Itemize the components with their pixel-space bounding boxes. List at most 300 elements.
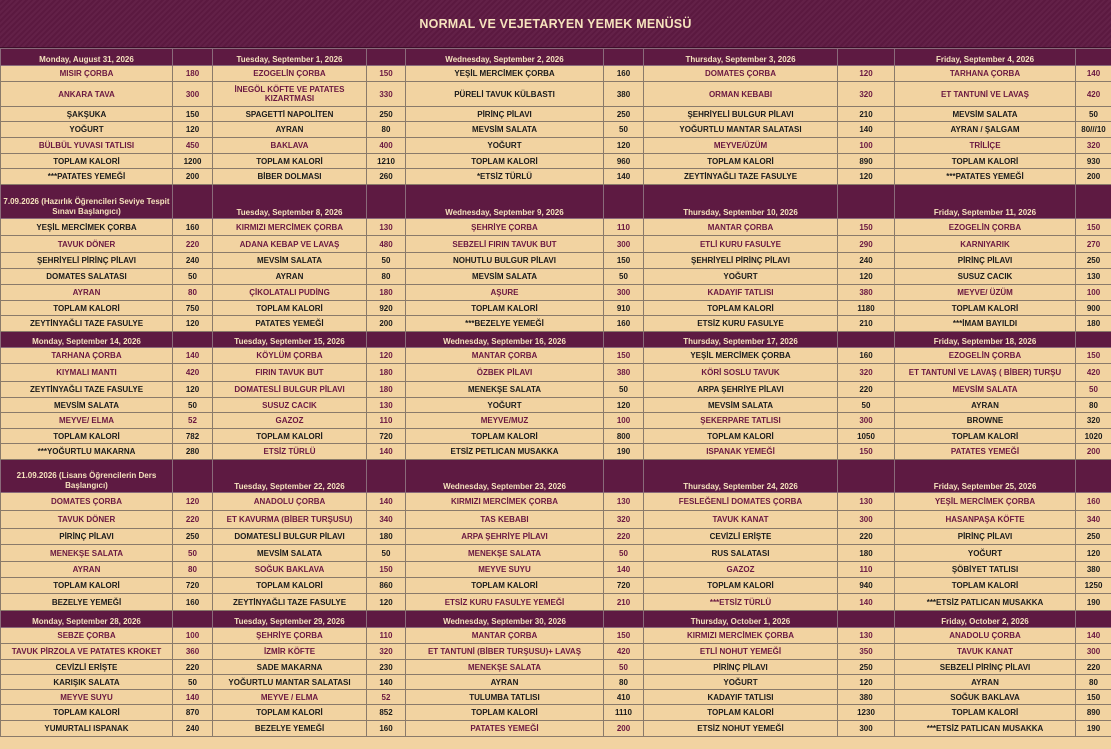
calorie-value: 250	[1076, 253, 1111, 269]
total-calorie-value: 900	[1076, 301, 1111, 316]
total-calorie-label: TOPLAM KALORİ	[895, 301, 1076, 316]
calorie-value: 80	[604, 675, 644, 690]
total-calorie-label: TOPLAM KALORİ	[406, 301, 604, 316]
calorie-value: 50	[604, 122, 644, 138]
menu-item: ET TANTUNİ VE LAVAŞ ( BİBER) TURŞU	[895, 364, 1076, 382]
total-calorie-value: 750	[173, 301, 213, 316]
day-header: Tuesday, September 22, 2026	[213, 460, 367, 493]
calorie-value: 380	[1076, 562, 1111, 578]
total-calorie-value: 910	[604, 301, 644, 316]
calorie-value: 160	[367, 721, 406, 737]
total-calorie-label: TOPLAM KALORİ	[644, 429, 838, 444]
day-header-spacer	[367, 185, 406, 219]
menu-item: PİRİNÇ PİLAVI	[895, 529, 1076, 545]
menu-item: KADAYIF TATLISI	[644, 285, 838, 301]
calorie-value: 210	[838, 316, 895, 332]
menu-item: YOĞURTLU MANTAR SALATASI	[213, 675, 367, 690]
menu-row	[1, 705, 1111, 721]
calorie-value: 120	[173, 122, 213, 138]
menu-item: AYRAN	[406, 675, 604, 690]
day-header-spacer	[173, 49, 213, 66]
calorie-value: 140	[367, 444, 406, 460]
calorie-value: 340	[367, 511, 406, 529]
calorie-value: 50	[604, 545, 644, 562]
menu-item: DOMATESLİ BULGUR PİLAVI	[213, 382, 367, 398]
menu-item: TARHANA ÇORBA	[895, 66, 1076, 82]
calorie-value: 200	[1076, 169, 1111, 185]
menu-row	[1, 382, 1111, 398]
calorie-value: 120	[367, 594, 406, 611]
calorie-value: 190	[1076, 594, 1111, 611]
calorie-value: 50	[367, 253, 406, 269]
total-calorie-value: 1200	[173, 154, 213, 169]
menu-item: ***ETSİZ PATLICAN MUSAKKA	[895, 721, 1076, 737]
calorie-value: 80///10	[1076, 122, 1111, 138]
day-header-spacer	[173, 460, 213, 493]
menu-item: TULUMBA TATLISI	[406, 690, 604, 705]
calorie-value: 240	[173, 253, 213, 269]
calorie-value: 50	[1076, 107, 1111, 122]
menu-item: BÜLBÜL YUVASI TATLISI	[1, 138, 173, 154]
total-calorie-value: 860	[367, 578, 406, 594]
menu-item: FIRIN TAVUK BUT	[213, 364, 367, 382]
total-calorie-label: TOPLAM KALORİ	[406, 705, 604, 721]
total-calorie-value: 920	[367, 301, 406, 316]
calorie-value: 140	[1076, 66, 1111, 82]
menu-item: KÖRİ SOSLU TAVUK	[644, 364, 838, 382]
total-calorie-label: TOPLAM KALORİ	[1, 154, 173, 169]
calorie-value: 300	[173, 82, 213, 107]
menu-row	[1, 348, 1111, 364]
menu-item: RUS SALATASI	[644, 545, 838, 562]
calorie-value: 110	[604, 219, 644, 236]
day-header: Wednesday, September 23, 2026	[406, 460, 604, 493]
calorie-value: 140	[173, 690, 213, 705]
total-calorie-value: 800	[604, 429, 644, 444]
calorie-value: 220	[173, 236, 213, 253]
menu-row	[1, 690, 1111, 705]
calorie-value: 250	[1076, 529, 1111, 545]
menu-row	[1, 364, 1111, 382]
calorie-value: 300	[838, 721, 895, 737]
menu-item: GAZOZ	[644, 562, 838, 578]
day-header-spacer	[604, 49, 644, 66]
total-calorie-label: TOPLAM KALORİ	[895, 705, 1076, 721]
menu-item: MANTAR ÇORBA	[644, 219, 838, 236]
menu-item: MEVSİM SALATA	[895, 107, 1076, 122]
day-header-spacer	[1076, 460, 1111, 493]
total-calorie-value: 782	[173, 429, 213, 444]
calorie-value: 150	[604, 628, 644, 644]
calorie-value: 330	[367, 82, 406, 107]
calorie-value: 190	[1076, 721, 1111, 737]
calorie-value: 250	[173, 529, 213, 545]
calorie-value: 50	[1076, 382, 1111, 398]
menu-item: MEVSİM SALATA	[406, 122, 604, 138]
calorie-value: 230	[367, 660, 406, 675]
calorie-value: 120	[838, 269, 895, 285]
menu-row	[1, 398, 1111, 413]
total-calorie-label: TOPLAM KALORİ	[644, 301, 838, 316]
calorie-value: 180	[1076, 316, 1111, 332]
calorie-value: 120	[838, 169, 895, 185]
menu-row	[1, 316, 1111, 332]
calorie-value: 110	[838, 562, 895, 578]
calorie-value: 140	[604, 562, 644, 578]
total-calorie-label: TOPLAM KALORİ	[406, 578, 604, 594]
calorie-value: 160	[173, 594, 213, 611]
calorie-value: 140	[604, 169, 644, 185]
menu-item: ZEYTİNYAĞLI TAZE FASULYE	[644, 169, 838, 185]
day-header: Wednesday, September 9, 2026	[406, 185, 604, 219]
calorie-value: 100	[173, 628, 213, 644]
calorie-value: 140	[838, 594, 895, 611]
calorie-value: 180	[367, 285, 406, 301]
menu-item: SEBZELİ PİRİNÇ PİLAVI	[895, 660, 1076, 675]
calorie-value: 350	[838, 644, 895, 660]
menu-item: MEYVE/ÜZÜM	[644, 138, 838, 154]
total-calorie-label: TOPLAM KALORİ	[1, 705, 173, 721]
menu-item: PATATES YEMEĞİ	[895, 444, 1076, 460]
day-header: 21.09.2026 (Lisans Öğrencilerin Ders Başlangıcı)	[1, 460, 173, 493]
menu-item: MEVSİM SALATA	[213, 545, 367, 562]
day-header: Friday, September 11, 2026	[895, 185, 1076, 219]
calorie-value: 480	[367, 236, 406, 253]
menu-item: TRİLİÇE	[895, 138, 1076, 154]
menu-row	[1, 429, 1111, 444]
day-header: Thursday, September 3, 2026	[644, 49, 838, 66]
menu-item: SUSUZ CACIK	[895, 269, 1076, 285]
total-calorie-value: 1020	[1076, 429, 1111, 444]
menu-item: ZEYTİNYAĞLI TAZE FASULYE	[1, 316, 173, 332]
day-header: Wednesday, September 30, 2026	[406, 611, 604, 628]
menu-item: ANKARA TAVA	[1, 82, 173, 107]
menu-item: AYRAN	[213, 269, 367, 285]
menu-item: PÜRELİ TAVUK KÜLBASTI	[406, 82, 604, 107]
calorie-value: 110	[367, 628, 406, 644]
menu-item: YOĞURT	[644, 675, 838, 690]
calorie-value: 150	[838, 219, 895, 236]
menu-item: ŞEHRİYELİ PİRİNÇ PİLAVI	[644, 253, 838, 269]
menu-row	[1, 236, 1111, 253]
day-header: Tuesday, September 1, 2026	[213, 49, 367, 66]
menu-item: DOMATES ÇORBA	[1, 493, 173, 511]
total-calorie-label: TOPLAM KALORİ	[213, 301, 367, 316]
calorie-value: 150	[367, 66, 406, 82]
menu-item: EZOGELİN ÇORBA	[895, 219, 1076, 236]
calorie-value: 110	[367, 413, 406, 429]
menu-item: CEVİZLİ ERİŞTE	[1, 660, 173, 675]
day-header-spacer	[1076, 332, 1111, 348]
menu-item: MENEKŞE SALATA	[406, 660, 604, 675]
menu-row	[1, 578, 1111, 594]
menu-row	[1, 82, 1111, 107]
calorie-value: 120	[838, 675, 895, 690]
menu-item: ETSİZ TÜRLÜ	[213, 444, 367, 460]
menu-item: ÇİKOLATALI PUDİNG	[213, 285, 367, 301]
calorie-value: 140	[367, 675, 406, 690]
calorie-value: 120	[173, 316, 213, 332]
calorie-value: 140	[367, 493, 406, 511]
menu-item: KIRMIZI MERCİMEK ÇORBA	[644, 628, 838, 644]
menu-item: ***ETSİZ TÜRLÜ	[644, 594, 838, 611]
calorie-value: 130	[1076, 269, 1111, 285]
menu-item: ARPA ŞEHRİYE PİLAVI	[406, 529, 604, 545]
menu-item: ISPANAK YEMEĞİ	[644, 444, 838, 460]
day-header-spacer	[838, 611, 895, 628]
menu-row	[1, 721, 1111, 737]
day-header-spacer	[604, 332, 644, 348]
menu-row	[1, 413, 1111, 429]
total-calorie-value: 890	[1076, 705, 1111, 721]
menu-item: ANADOLU ÇORBA	[213, 493, 367, 511]
menu-item: BROWNE	[895, 413, 1076, 429]
total-calorie-value: 852	[367, 705, 406, 721]
calorie-value: 280	[173, 444, 213, 460]
menu-item: TAS KEBABI	[406, 511, 604, 529]
day-header-spacer	[838, 49, 895, 66]
total-calorie-label: TOPLAM KALORİ	[644, 154, 838, 169]
menu-item: YUMURTALI ISPANAK	[1, 721, 173, 737]
day-header: Friday, September 4, 2026	[895, 49, 1076, 66]
menu-table	[0, 48, 1111, 737]
calorie-value: 240	[173, 721, 213, 737]
menu-row	[1, 122, 1111, 138]
calorie-value: 340	[1076, 511, 1111, 529]
menu-item: DOMATES ÇORBA	[644, 66, 838, 82]
calorie-value: 200	[367, 316, 406, 332]
day-header-spacer	[838, 185, 895, 219]
day-header-spacer	[367, 460, 406, 493]
total-calorie-label: TOPLAM KALORİ	[406, 429, 604, 444]
calorie-value: 130	[838, 493, 895, 511]
calorie-value: 120	[838, 66, 895, 82]
menu-row	[1, 66, 1111, 82]
menu-item: ETLİ KURU FASULYE	[644, 236, 838, 253]
day-header: Monday, September 14, 2026	[1, 332, 173, 348]
calorie-value: 380	[604, 82, 644, 107]
menu-row	[1, 594, 1111, 611]
total-calorie-value: 720	[604, 578, 644, 594]
day-header: Monday, September 28, 2026	[1, 611, 173, 628]
menu-item: TAVUK DÖNER	[1, 236, 173, 253]
day-header: Wednesday, September 2, 2026	[406, 49, 604, 66]
menu-item: TAVUK KANAT	[644, 511, 838, 529]
total-calorie-value: 890	[838, 154, 895, 169]
menu-item: PİRİNÇ PİLAVI	[895, 253, 1076, 269]
calorie-value: 360	[173, 644, 213, 660]
day-header-spacer	[367, 49, 406, 66]
menu-item: ***BEZELYE YEMEĞİ	[406, 316, 604, 332]
menu-item: KIYMALI MANTI	[1, 364, 173, 382]
total-calorie-label: TOPLAM KALORİ	[895, 429, 1076, 444]
calorie-value: 250	[367, 107, 406, 122]
calorie-value: 50	[173, 269, 213, 285]
menu-item: ŞEHRİYELİ BULGUR PİLAVI	[644, 107, 838, 122]
total-calorie-label: TOPLAM KALORİ	[895, 154, 1076, 169]
menu-item: ETSİZ KURU FASULYE YEMEĞİ	[406, 594, 604, 611]
calorie-value: 270	[1076, 236, 1111, 253]
total-calorie-label: TOPLAM KALORİ	[406, 154, 604, 169]
menu-item: AYRAN	[1, 562, 173, 578]
calorie-value: 290	[838, 236, 895, 253]
menu-item: ***YOĞURTLU MAKARNA	[1, 444, 173, 460]
total-calorie-value: 1050	[838, 429, 895, 444]
calorie-value: 380	[604, 364, 644, 382]
menu-body	[1, 49, 1111, 737]
calorie-value: 210	[604, 594, 644, 611]
calorie-value: 100	[604, 413, 644, 429]
day-header: Thursday, September 17, 2026	[644, 332, 838, 348]
calorie-value: 50	[173, 398, 213, 413]
menu-item: MISIR ÇORBA	[1, 66, 173, 82]
menu-item: ET TANTUNİ (BİBER TURŞUSU)+ LAVAŞ	[406, 644, 604, 660]
calorie-value: 250	[604, 107, 644, 122]
menu-item: PATATES YEMEĞİ	[213, 316, 367, 332]
calorie-value: 50	[604, 382, 644, 398]
menu-item: YEŞİL MERCİMEK ÇORBA	[895, 493, 1076, 511]
menu-item: ZEYTİNYAĞLI TAZE FASULYE	[213, 594, 367, 611]
menu-item: MEVSİM SALATA	[213, 253, 367, 269]
menu-item: MEVSİM SALATA	[644, 398, 838, 413]
menu-item: ***ETSİZ PATLICAN MUSAKKA	[895, 594, 1076, 611]
calorie-value: 320	[838, 364, 895, 382]
menu-item: AYRAN	[213, 122, 367, 138]
calorie-value: 130	[367, 219, 406, 236]
day-header: Friday, September 18, 2026	[895, 332, 1076, 348]
day-header: Tuesday, September 8, 2026	[213, 185, 367, 219]
menu-item: AŞURE	[406, 285, 604, 301]
menu-item: SOĞUK BAKLAVA	[895, 690, 1076, 705]
menu-item: ***PATATES YEMEĞİ	[1, 169, 173, 185]
calorie-value: 160	[1076, 493, 1111, 511]
week-header-row	[1, 332, 1111, 348]
menu-item: YOĞURT	[895, 545, 1076, 562]
calorie-value: 180	[367, 364, 406, 382]
calorie-value: 80	[1076, 675, 1111, 690]
menu-row	[1, 562, 1111, 578]
menu-row	[1, 154, 1111, 169]
day-header: Thursday, October 1, 2026	[644, 611, 838, 628]
calorie-value: 52	[367, 690, 406, 705]
calorie-value: 120	[604, 398, 644, 413]
day-header-spacer	[838, 332, 895, 348]
menu-item: ORMAN KEBABI	[644, 82, 838, 107]
calorie-value: 150	[173, 107, 213, 122]
calorie-value: 400	[367, 138, 406, 154]
menu-item: MEVSİM SALATA	[895, 382, 1076, 398]
menu-item: ET KAVURMA (BİBER TURŞUSU)	[213, 511, 367, 529]
menu-item: KARIŞIK SALATA	[1, 675, 173, 690]
title-bar	[0, 0, 1111, 48]
menu-item: ZEYTİNYAĞLI TAZE FASULYE	[1, 382, 173, 398]
menu-item: SUSUZ CACIK	[213, 398, 367, 413]
total-calorie-value: 720	[173, 578, 213, 594]
menu-item: ŞEHRİYELİ PİRİNÇ PİLAVI	[1, 253, 173, 269]
menu-item: NOHUTLU BULGUR PİLAVI	[406, 253, 604, 269]
day-header: Tuesday, September 15, 2026	[213, 332, 367, 348]
calorie-value: 50	[173, 675, 213, 690]
total-calorie-label: TOPLAM KALORİ	[213, 578, 367, 594]
calorie-value: 150	[1076, 348, 1111, 364]
day-header-spacer	[1076, 611, 1111, 628]
menu-item: SPAGETTİ NAPOLİTEN	[213, 107, 367, 122]
menu-item: MEYVE SUYU	[1, 690, 173, 705]
calorie-value: 250	[838, 660, 895, 675]
calorie-value: 320	[838, 82, 895, 107]
calorie-value: 100	[1076, 285, 1111, 301]
day-header: 7.09.2026 (Hazırlık Öğrencileri Seviye Tespit Sınavı Başlangıcı)	[1, 185, 173, 219]
day-header: Thursday, September 24, 2026	[644, 460, 838, 493]
menu-row	[1, 660, 1111, 675]
menu-row	[1, 675, 1111, 690]
day-header: Friday, September 25, 2026	[895, 460, 1076, 493]
menu-item: PİRİNÇ PİLAVI	[406, 107, 604, 122]
menu-item: ETLİ NOHUT YEMEĞİ	[644, 644, 838, 660]
calorie-value: 380	[838, 285, 895, 301]
menu-row	[1, 444, 1111, 460]
menu-item: AYRAN / ŞALGAM	[895, 122, 1076, 138]
calorie-value: 50	[173, 545, 213, 562]
day-header-spacer	[1076, 185, 1111, 219]
calorie-value: 150	[1076, 690, 1111, 705]
menu-item: MENEKŞE SALATA	[406, 382, 604, 398]
calorie-value: 120	[604, 138, 644, 154]
menu-item: ŞAKŞUKA	[1, 107, 173, 122]
calorie-value: 420	[604, 644, 644, 660]
menu-item: ETSİZ NOHUT YEMEĞİ	[644, 721, 838, 737]
menu-item: KIRMIZI MERCİMEK ÇORBA	[213, 219, 367, 236]
total-calorie-label: TOPLAM KALORİ	[644, 578, 838, 594]
menu-item: AYRAN	[895, 675, 1076, 690]
calorie-value: 80	[173, 562, 213, 578]
total-calorie-value: 1230	[838, 705, 895, 721]
menu-item: PİRİNÇ PİLAVI	[644, 660, 838, 675]
menu-item: KADAYIF TATLISI	[644, 690, 838, 705]
calorie-value: 100	[838, 138, 895, 154]
total-calorie-value: 1110	[604, 705, 644, 721]
calorie-value: 220	[173, 660, 213, 675]
menu-item: PİRİNÇ PİLAVI	[1, 529, 173, 545]
calorie-value: 300	[838, 413, 895, 429]
menu-item: PATATES YEMEĞİ	[406, 721, 604, 737]
menu-row	[1, 628, 1111, 644]
total-calorie-value: 1210	[367, 154, 406, 169]
calorie-value: 150	[367, 562, 406, 578]
menu-row	[1, 511, 1111, 529]
menu-item: MEYVE/ ÜZÜM	[895, 285, 1076, 301]
calorie-value: 50	[604, 660, 644, 675]
menu-item: SOĞUK BAKLAVA	[213, 562, 367, 578]
calorie-value: 52	[173, 413, 213, 429]
total-calorie-label: TOPLAM KALORİ	[1, 578, 173, 594]
menu-item: ŞEHRİYE ÇORBA	[213, 628, 367, 644]
calorie-value: 150	[1076, 219, 1111, 236]
total-calorie-label: TOPLAM KALORİ	[1, 301, 173, 316]
menu-row	[1, 285, 1111, 301]
menu-item: HASANPAŞA KÖFTE	[895, 511, 1076, 529]
week-header-row	[1, 185, 1111, 219]
menu-row	[1, 301, 1111, 316]
calorie-value: 320	[367, 644, 406, 660]
calorie-value: 150	[604, 348, 644, 364]
menu-item: ŞEHRİYE ÇORBA	[406, 219, 604, 236]
menu-item: MEVSİM SALATA	[1, 398, 173, 413]
menu-row	[1, 253, 1111, 269]
menu-item: İNEGÖL KÖFTE VE PATATES KIZARTMASI	[213, 82, 367, 107]
menu-item: MEYVE/MUZ	[406, 413, 604, 429]
menu-item: BEZELYE YEMEĞİ	[1, 594, 173, 611]
